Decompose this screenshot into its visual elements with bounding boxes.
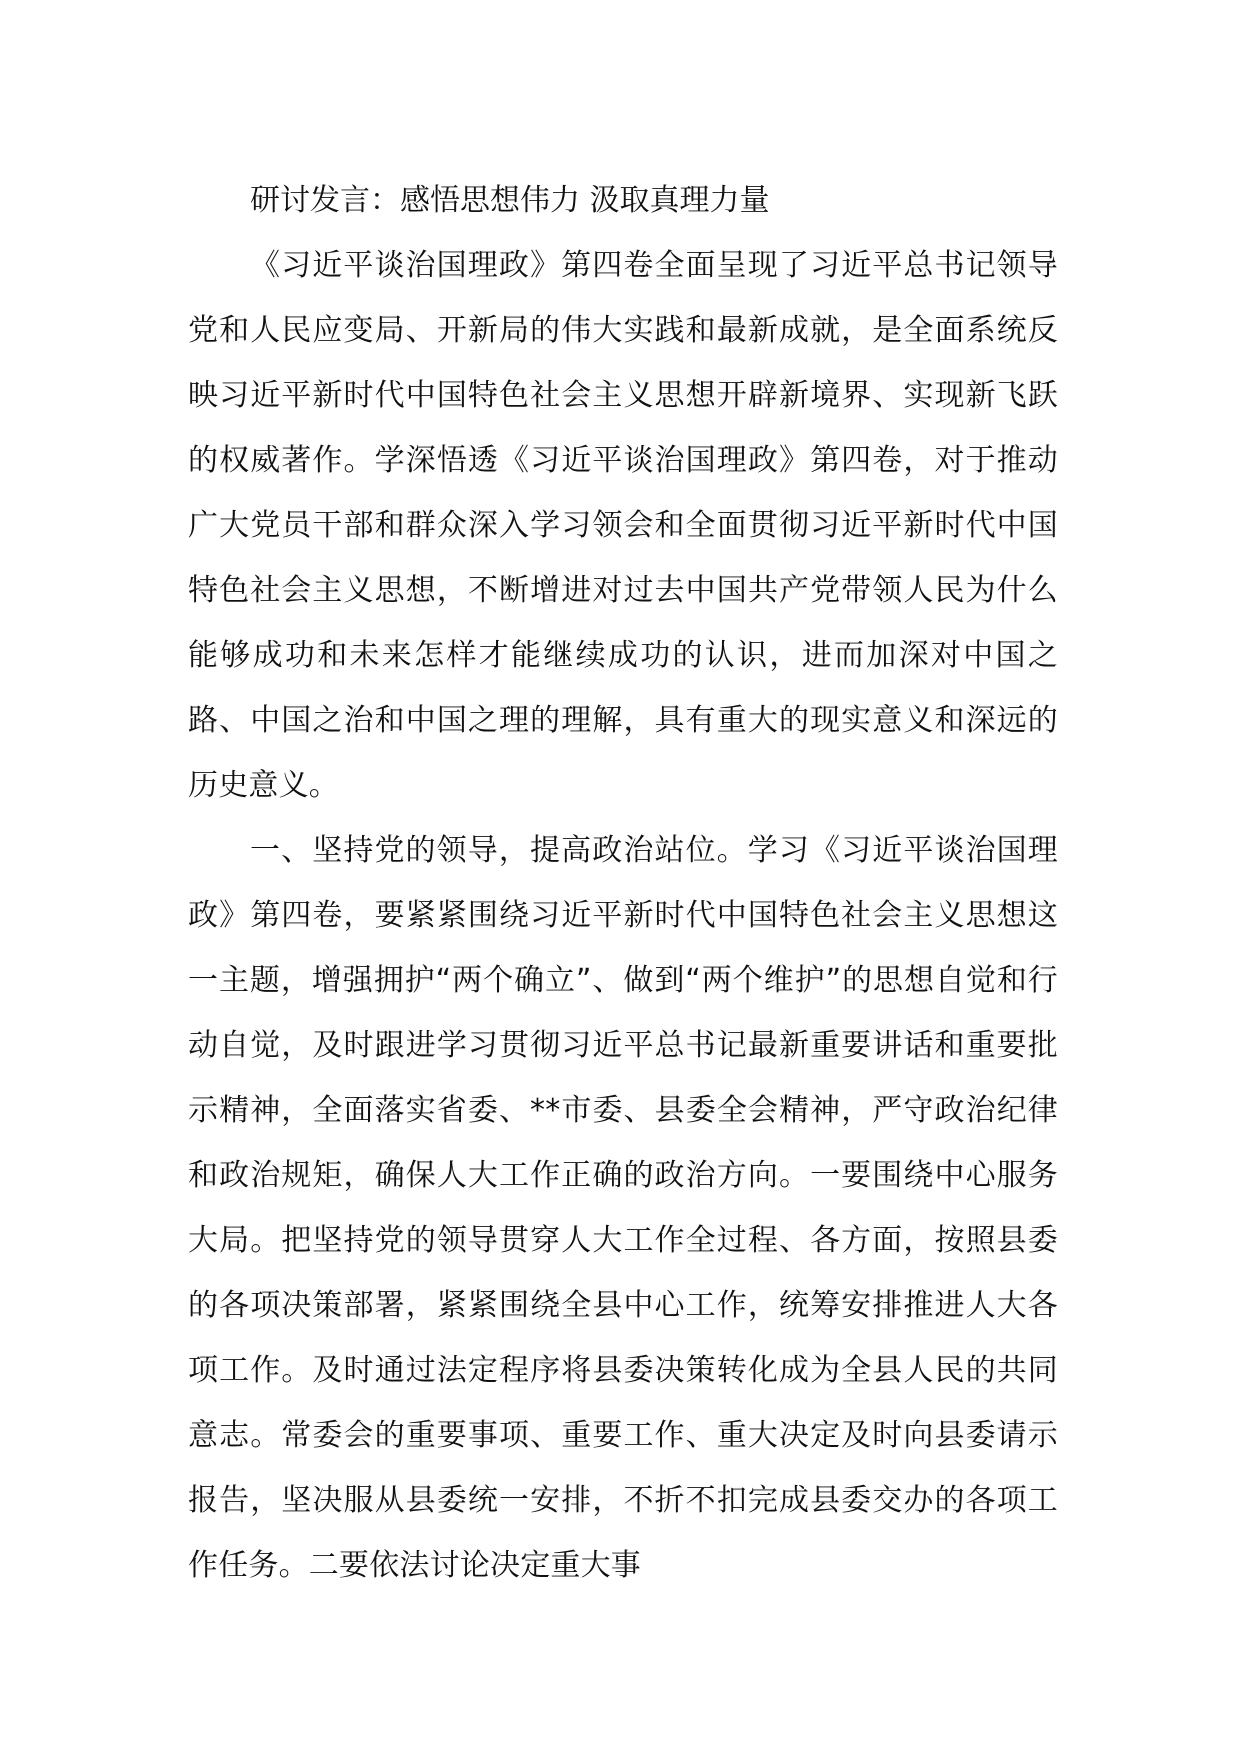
document-title: 研讨发言：感悟思想伟力 汲取真理力量 (250, 183, 770, 218)
document-body (188, 168, 1058, 1598)
paragraph-intro: 《习近平谈治国理政》第四卷全面呈现了习近平总书记领导党和人民应变局、开新局的伟大实践和最新成就，是全面系统反映习近平新时代中国特色社会主义思想开辟新境界、实现新飞跃的权威著作。学深悟透《习近平谈治国理政》第四卷，对于推动广大党员干部和群众深入学习领会和全面贯彻习近平新时代中国特色社会主义思想，不断增进对过去中国共产党带领人民为什么能够成功和未来怎样才能继续成功的认识，进而加深对中国之路、中国之治和中国之理的理解，具有重大的现实意义和深远的历史意义。 (188, 248, 1058, 803)
paragraph-section-1: 一、坚持党的领导，提高政治站位。学习《习近平谈治国理政》第四卷，要紧紧围绕习近平新时代中国特色社会主义思想这一主题，增强拥护“两个确立”、做到“两个维护”的思想自觉和行动自觉，及时跟进学习贯彻习近平总书记最新重要讲话和重要批示精神，全面落实省委、**市委、县委全会精神，严守政治纪律和政治规矩，确保人大工作正确的政治方向。一要围绕中心服务大局。把坚持党的领导贯穿人大工作全过程、各方面，按照县委的各项决策部署，紧紧围绕全县中心工作，统筹安排推进人大各项工作。及时通过法定程序将县委决策转化成为全县人民的共同意志。常委会的重要事项、重要工作、重大决定及时向县委请示报告，坚决服从县委统一安排，不折不扣完成县委交办的各项工作任务。二要依法讨论决定重大事 (188, 833, 1058, 1583)
